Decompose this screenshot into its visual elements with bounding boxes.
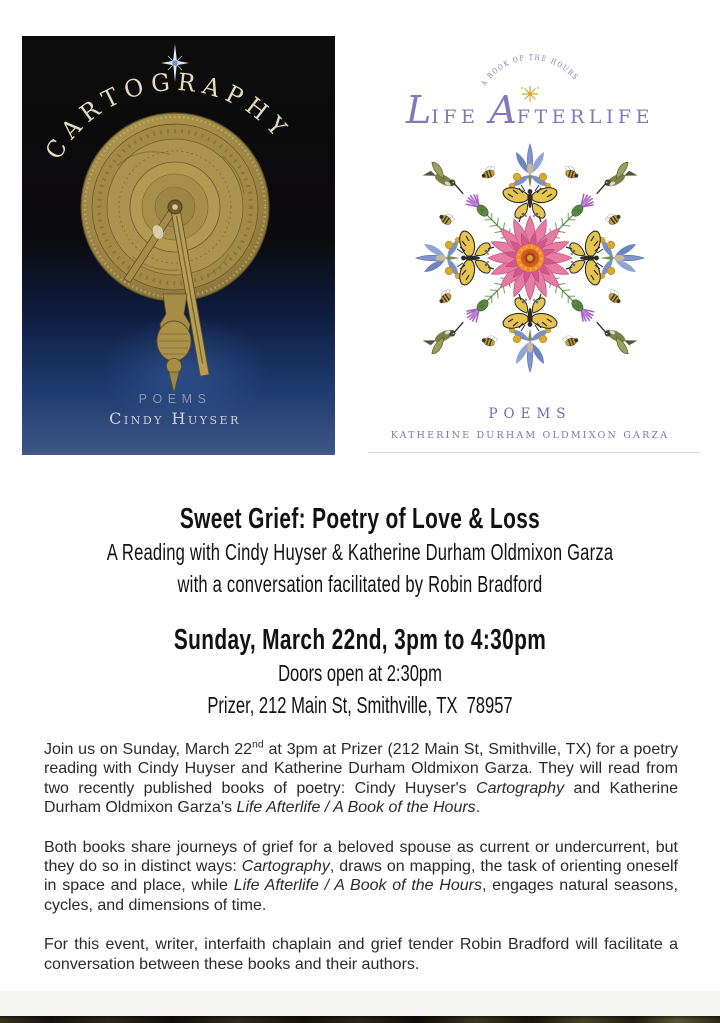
astrolabe-icon (81, 113, 269, 393)
event-details (0, 502, 720, 721)
cartography-title: CARTOGRAPHY (39, 67, 297, 165)
bee-icon (479, 164, 497, 180)
bee-icon (481, 332, 499, 348)
bottom-gray-band (0, 991, 720, 1016)
paragraph-facilitator: For this event, writer, interfaith chaplain and grief tender Robin Bradford will facilitate a conversation between these books and their authors. (44, 936, 678, 973)
sunburst-icon (521, 86, 539, 102)
iris-flower-icon (509, 144, 551, 189)
life-afterlife-poems-label: POEMS (488, 406, 572, 422)
paragraph-books: Both books share journeys of grief for a beloved spouse as current or undercurrent, but they do so in distinct ways: Cartography, draws on mapping, the task of orienting oneself in space and place, while Life Afterlife / A Book of the Hours, engages natural seasons, cycles, and dimensions of time. (44, 838, 679, 914)
event-doors: Doors open at 2:30pm (278, 660, 442, 686)
mandala-icon (416, 144, 644, 372)
bee-icon (603, 209, 622, 227)
event-venue: Prizer, 212 Main St, Smithville, TX 78957 (207, 692, 513, 718)
event-datetime: Sunday, March 22nd, 3pm to 4:30pm (173, 624, 547, 656)
bee-icon (605, 287, 624, 305)
cartography-artwork (22, 36, 335, 455)
event-subtitle-reading: A Reading with Cindy Huyser & Katherine Durham Oldmixon Garza (106, 539, 614, 565)
life-afterlife-title: LIFE AFTERLIFE (406, 88, 654, 132)
hummingbird-icon (590, 160, 637, 196)
life-afterlife-artwork (368, 8, 700, 452)
hummingbird-icon (423, 320, 470, 356)
life-afterlife-author: KATHERINE DURHAM OLDMIXON GARZA (390, 430, 670, 441)
event-title: Sweet Grief: Poetry of Love & Loss (179, 503, 541, 535)
cropped-photo-strip (0, 1016, 720, 1023)
cartography-poems-label: POEMS (138, 392, 212, 406)
bee-icon (562, 164, 580, 180)
hummingbird-icon (590, 320, 637, 356)
hummingbird-icon (423, 160, 470, 196)
cartography-cover (22, 36, 335, 455)
iris-flower-icon (509, 327, 551, 372)
paragraph-invitation: Join us on Sunday, March 22nd at 3pm at Prizer (212 Main St, Smithville, TX) for a poetry reading with Cindy Huyser and Katherine Durham Oldmixon Garza. They will read from two recently published books of poetry: Cindy Huyser's Cartography and Katherine Durham Oldmixon Garza's Life Afterlife / A Book of the Hours. (44, 738, 678, 817)
bee-icon (438, 209, 457, 227)
cartography-author: Cindy Huyser (109, 409, 241, 428)
event-subtitle-conversation: with a conversation facilitated by Robin Bradford (177, 571, 543, 597)
iris-flower-icon (416, 237, 461, 279)
astrolabe-pendant (157, 294, 191, 393)
bee-icon (435, 287, 454, 305)
dahlia-flower-icon (488, 216, 572, 300)
bee-icon (561, 332, 579, 348)
life-afterlife-cover (368, 8, 700, 453)
tagline-arc: A BOOK OF THE HOURS (479, 52, 582, 88)
iris-flower-icon (599, 237, 644, 279)
body-text (44, 740, 678, 994)
